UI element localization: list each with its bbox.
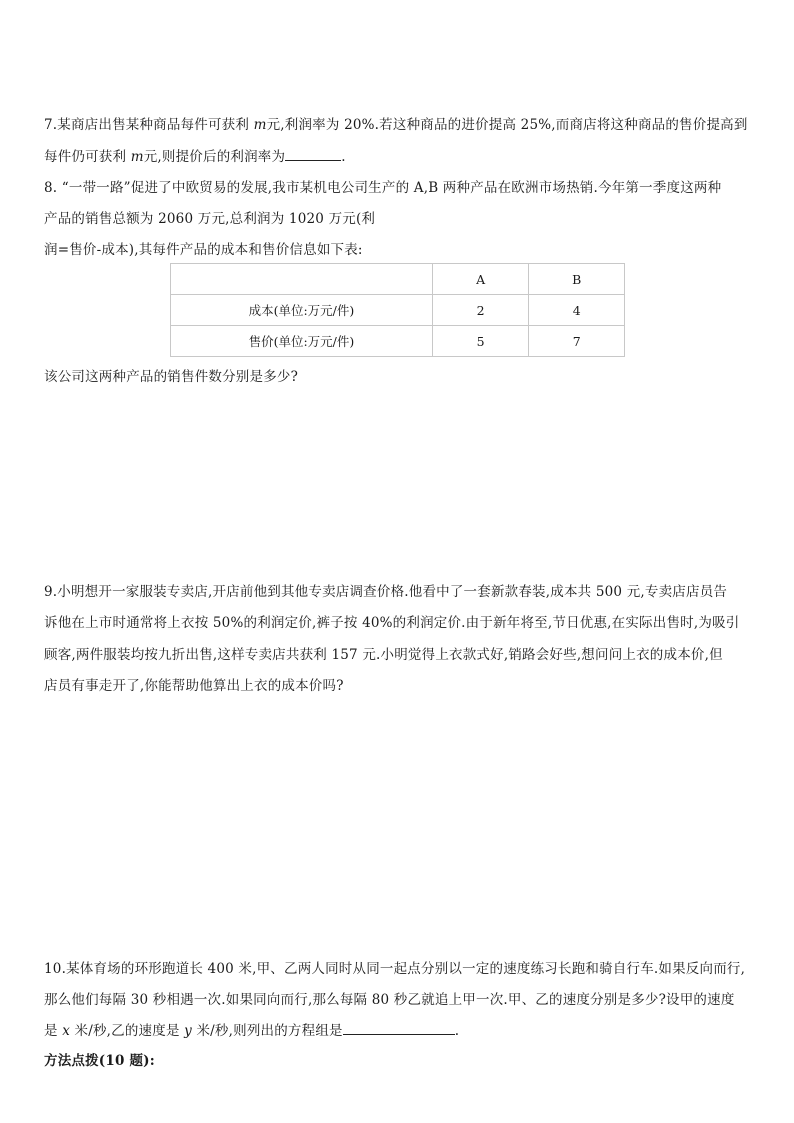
q8-line-2: 产品的销售总额为 2060 万元,总利润为 1020 万元(利 xyxy=(44,211,376,227)
q10-text-3c: 米/秒,则列出的方程组是 xyxy=(191,1023,343,1039)
q7-line-2 xyxy=(44,147,346,166)
q8-line-1: 8. “一带一路”促进了中欧贸易的发展,我市某机电公司生产的 A,B 两种产品在欧洲市场热销.今年第一季度这两种 xyxy=(44,180,722,196)
q10-method-tip: 方法点拨(10 题): xyxy=(44,1053,155,1069)
q9-line-1: 9.小明想开一家服装专卖店,开店前他到其他专卖店调查价格.他看中了一套新款春装,成本共 500 元,专卖店店员告 xyxy=(44,584,728,600)
q8-question: 该公司这两种产品的销售件数分别是多少? xyxy=(44,369,299,385)
table-row xyxy=(171,326,625,357)
q10-line-3 xyxy=(44,1021,459,1040)
q7-text-2b: 元,则提价后的利润率为 xyxy=(143,149,286,165)
table-header-cell xyxy=(171,264,433,295)
q9-line-4: 店员有事走开了,你能帮助他算出上衣的成本价吗? xyxy=(44,678,344,694)
q10-text-3b: 米/秒,乙的速度是 xyxy=(70,1023,185,1039)
q10-var-x: x xyxy=(62,1023,71,1039)
q10-var-y: y xyxy=(184,1023,192,1039)
q9-line-2: 诉他在上市时通常将上衣按 50%的利润定价,裤子按 40%的利润定价.由于新年将至,节日优惠,在实际出售时,为吸引 xyxy=(44,615,740,631)
q7-text-1a: 7.某商店出售某种商品每件可获利 xyxy=(44,117,254,133)
table-cell: 5 xyxy=(432,326,529,357)
table-cell: 4 xyxy=(529,295,625,326)
cost-price-table xyxy=(170,263,625,357)
table-cell: 成本(单位:万元/件) xyxy=(171,295,433,326)
q7-text-1b: 元,利润率为 20%.若这种商品的进价提高 25%,而商店将这种商品的售价提高到 xyxy=(266,117,748,133)
q7-var-m: m xyxy=(253,117,267,133)
q10-text-3a: 是 xyxy=(44,1023,63,1039)
table-header-cell: B xyxy=(529,264,625,295)
table-header-row xyxy=(171,264,625,295)
table-cell: 售价(单位:万元/件) xyxy=(171,326,433,357)
q7-text-2a: 每件仍可获利 xyxy=(44,149,131,165)
q7-text-end: . xyxy=(341,149,346,165)
q10-line-1: 10.某体育场的环形跑道长 400 米,甲、乙两人同时从同一起点分别以一定的速度练习长跑和骑自行车.如果反向而行, xyxy=(44,961,746,977)
q7-var-m: m xyxy=(130,149,144,165)
q9-line-3: 顾客,两件服装均按九折出售,这样专卖店共获利 157 元.小明觉得上衣款式好,销路会好些,想问问上衣的成本价,但 xyxy=(44,647,723,663)
q10-line-2: 那么他们每隔 30 秒相遇一次.如果同向而行,那么每隔 80 秒乙就追上甲一次.甲、乙的速度分别是多少?设甲的速度 xyxy=(44,992,735,1008)
q7-answer-blank[interactable] xyxy=(285,147,341,161)
table-cell: 7 xyxy=(529,326,625,357)
q7-line-1 xyxy=(44,116,748,134)
table-cell: 2 xyxy=(432,295,529,326)
q10-text-end: . xyxy=(454,1023,460,1039)
table-row xyxy=(171,295,625,326)
q10-answer-blank[interactable] xyxy=(343,1021,455,1035)
table-header-cell: A xyxy=(432,264,529,295)
q8-line-3: 润=售价-成本),其每件产品的成本和售价信息如下表: xyxy=(44,242,363,258)
